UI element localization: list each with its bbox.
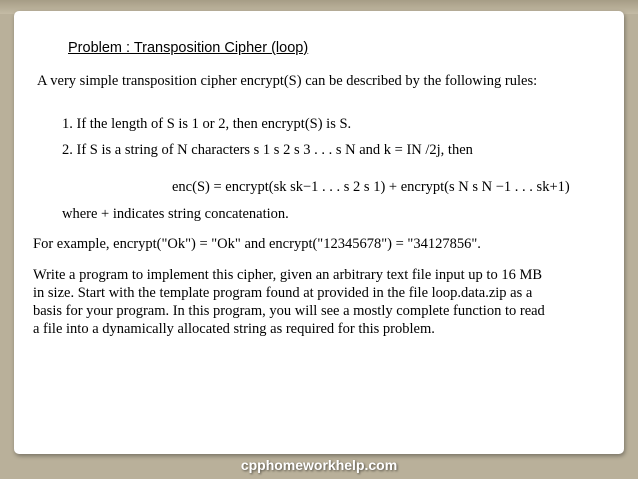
footer-site-link[interactable]: cpphomeworkhelp.com: [240, 457, 398, 473]
example-text: For example, encrypt("Ok") = "Ok" and encrypt("12345678") = "34127856".: [33, 236, 481, 252]
instructions-line: Write a program to implement this cipher, given an arbitrary text file input up to 16 MB: [33, 267, 543, 283]
instructions-paragraph: [33, 266, 545, 338]
slide-title: Problem : Transposition Cipher (loop): [68, 40, 309, 56]
intro-text: A very simple transposition cipher encrypt(S) can be described by the following rules:: [37, 73, 538, 89]
instructions-line: a file into a dynamically allocated string as required for this problem.: [33, 321, 435, 337]
instructions-line: basis for your program. In this program, you will see a mostly complete function to read: [33, 303, 545, 319]
rule-2: 2. If S is a string of N characters s 1 s 2 s 3 . . . s N and k = IN /2j, then: [62, 142, 473, 158]
formula: enc(S) = encrypt(sk sk−1 . . . s 2 s 1) + encrypt(s N s N −1 . . . sk+1): [172, 179, 570, 195]
concat-note: where + indicates string concatenation.: [62, 206, 289, 222]
instructions-line: in size. Start with the template program found at provided in the file loop.data.zip as a: [33, 285, 533, 301]
rule-1: 1. If the length of S is 1 or 2, then encrypt(S) is S.: [62, 116, 352, 132]
